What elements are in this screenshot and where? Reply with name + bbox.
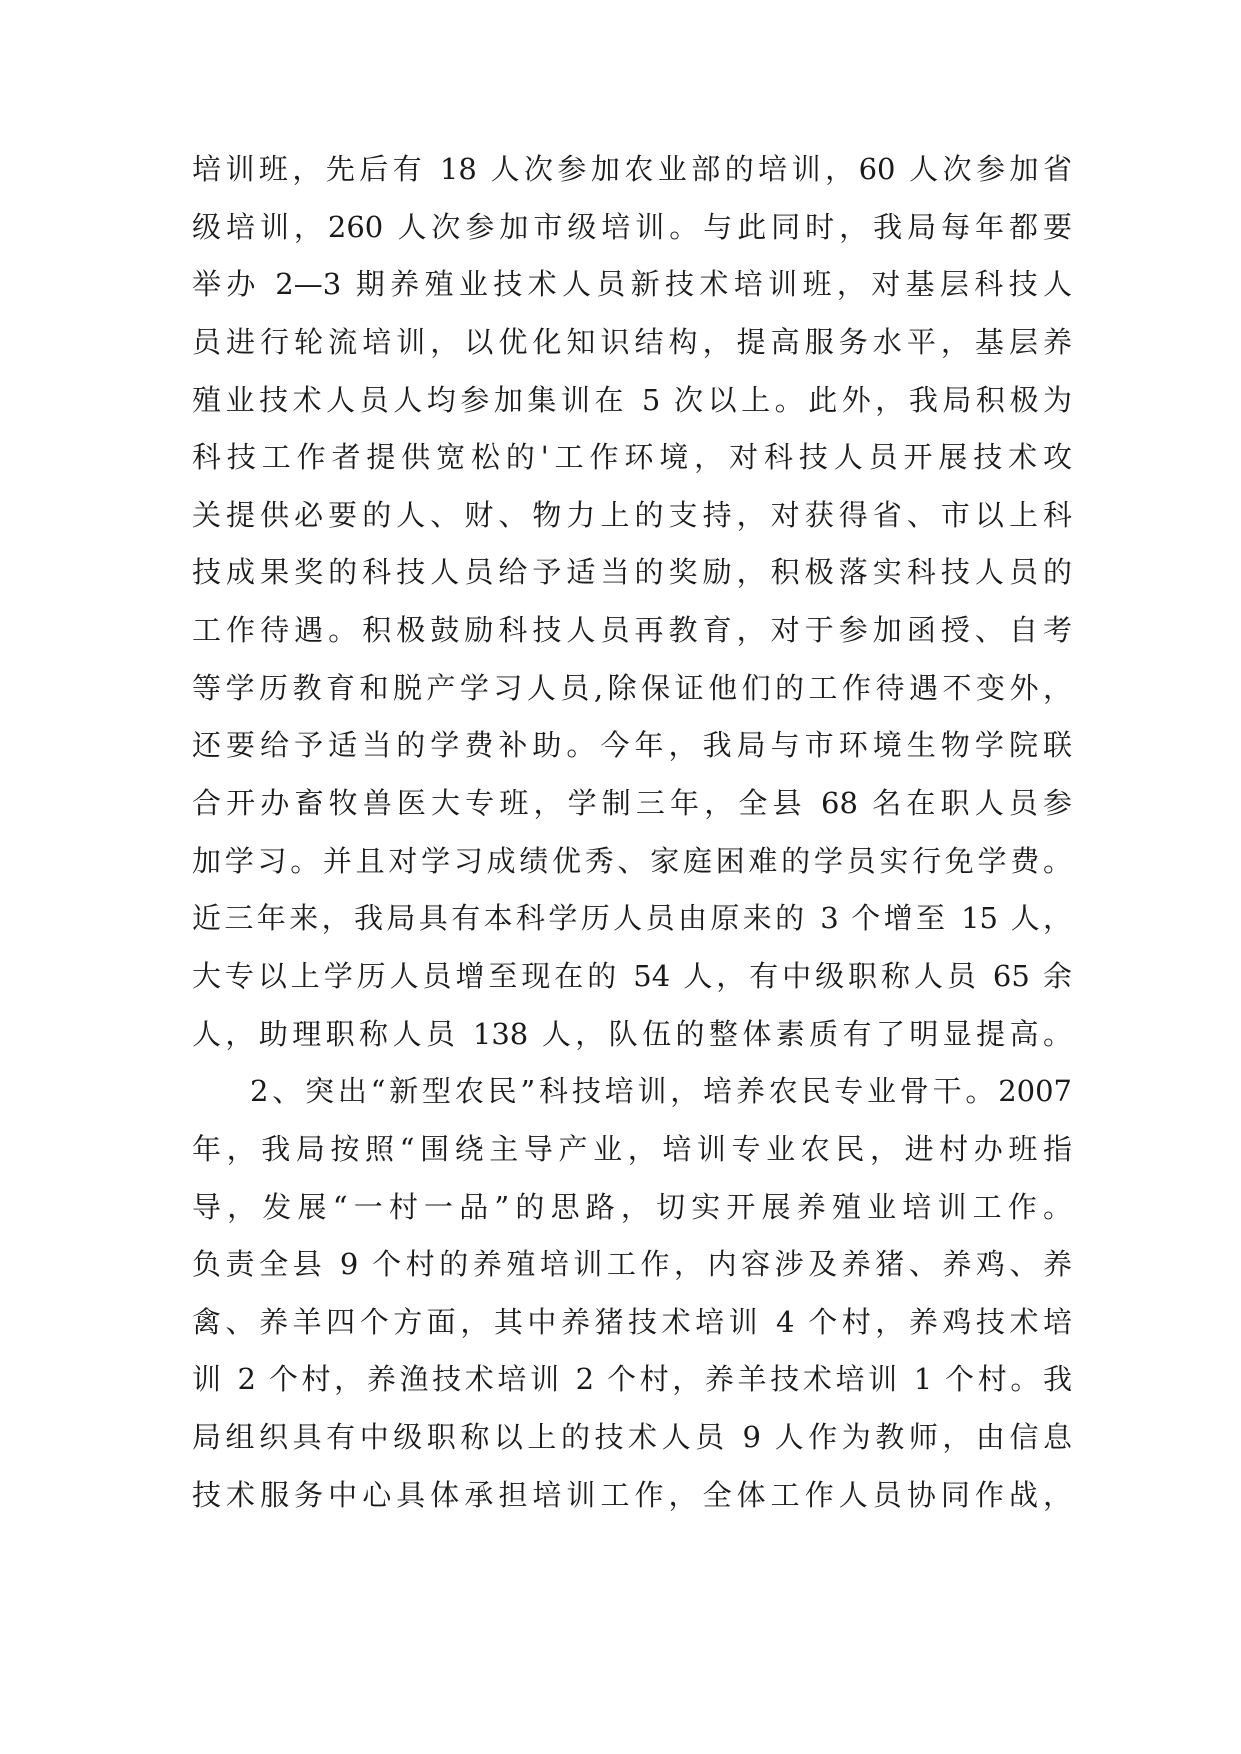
text-line-content: 举办 2—3 期养殖业技术人员新技术培训班，对基层科技人 — [192, 267, 1072, 302]
text-line — [0, 1191, 1241, 1249]
text-line-content: 技术服务中心具体承担培训工作，全体工作人员协同作战， — [192, 1477, 1072, 1512]
text-line — [0, 441, 1241, 499]
text-line — [0, 787, 1241, 845]
text-line — [0, 499, 1241, 557]
text-line — [0, 845, 1241, 903]
text-line-content: 年，我局按照“围绕主导产业，培训专业农民，进村办班指 — [192, 1131, 1072, 1166]
text-line — [0, 326, 1241, 384]
text-line-content: 科技工作者提供宽松的'工作环境，对科技人员开展技术攻 — [192, 440, 1072, 475]
text-line-content: 合开办畜牧兽医大专班，学制三年，全县 68 名在职人员参 — [192, 786, 1072, 821]
text-line-content: 培训班，先后有 18 人次参加农业部的培训，60 人次参加省 — [192, 152, 1072, 186]
text-line-content: 员进行轮流培训，以优化知识结构，提高服务水平，基层养 — [192, 324, 1072, 359]
text-line — [0, 902, 1241, 960]
text-line-content: 关提供必要的人、财、物力上的支持，对获得省、市以上科 — [192, 497, 1072, 532]
text-line-content: 导，发展“一村一品”的思路，切实开展养殖业培训工作。 — [192, 1189, 1072, 1224]
text-line — [0, 211, 1241, 269]
text-line-content: 等学历教育和脱产学习人员,除保证他们的工作待遇不变外， — [192, 670, 1072, 705]
body-text — [0, 153, 1241, 1536]
text-line-content: 殖业技术人员人均参加集训在 5 次以上。此外，我局积极为 — [192, 382, 1072, 417]
text-line-content: 还要给予适当的学费补助。今年，我局与市环境生物学院联 — [192, 728, 1072, 763]
text-line-content: 技成果奖的科技人员给予适当的奖励，积极落实科技人员的 — [192, 555, 1072, 590]
text-line-content: 工作待遇。积极鼓励科技人员再教育，对于参加函授、自考 — [192, 613, 1072, 648]
text-line-content: 禽、养羊四个方面，其中养猪技术培训 4 个村，养鸡技术培 — [192, 1304, 1072, 1339]
text-line-content: 局组织具有中级职称以上的技术人员 9 人作为教师，由信息 — [192, 1420, 1072, 1455]
text-line-content: 负责全县 9 个村的养殖培训工作，内容涉及养猪、养鸡、养 — [192, 1247, 1072, 1282]
paragraph-start-line — [0, 1075, 1241, 1133]
text-line — [0, 614, 1241, 672]
text-line — [0, 960, 1241, 1018]
text-line — [0, 1363, 1241, 1421]
text-line — [0, 268, 1241, 326]
text-line — [0, 1018, 1241, 1076]
text-line-content: 加学习。并且对学习成绩优秀、家庭困难的学员实行免学费。 — [192, 843, 1072, 878]
text-line — [0, 1248, 1241, 1306]
text-line — [0, 384, 1241, 442]
text-line-content: 2、突出“新型农民”科技培训，培养农民专业骨干。2007 — [250, 1074, 1072, 1109]
text-line — [0, 556, 1241, 614]
text-line — [0, 1306, 1241, 1364]
text-line-content: 近三年来，我局具有本科学历人员由原来的 3 个增至 15 人， — [192, 901, 1072, 936]
text-line — [0, 1133, 1241, 1191]
text-line-content: 级培训，260 人次参加市级培训。与此同时，我局每年都要 — [192, 209, 1072, 244]
text-line — [0, 672, 1241, 730]
text-line-content: 大专以上学历人员增至现在的 54 人，有中级职称人员 65 余 — [192, 958, 1072, 993]
text-line — [0, 1421, 1241, 1479]
text-line-content: 人，助理职称人员 138 人，队伍的整体素质有了明显提高。 — [192, 1016, 1072, 1051]
text-line — [0, 1479, 1241, 1537]
text-line — [0, 153, 1241, 211]
text-line-content: 训 2 个村，养渔技术培训 2 个村，养羊技术培训 1 个村。我 — [192, 1362, 1072, 1397]
text-line — [0, 729, 1241, 787]
